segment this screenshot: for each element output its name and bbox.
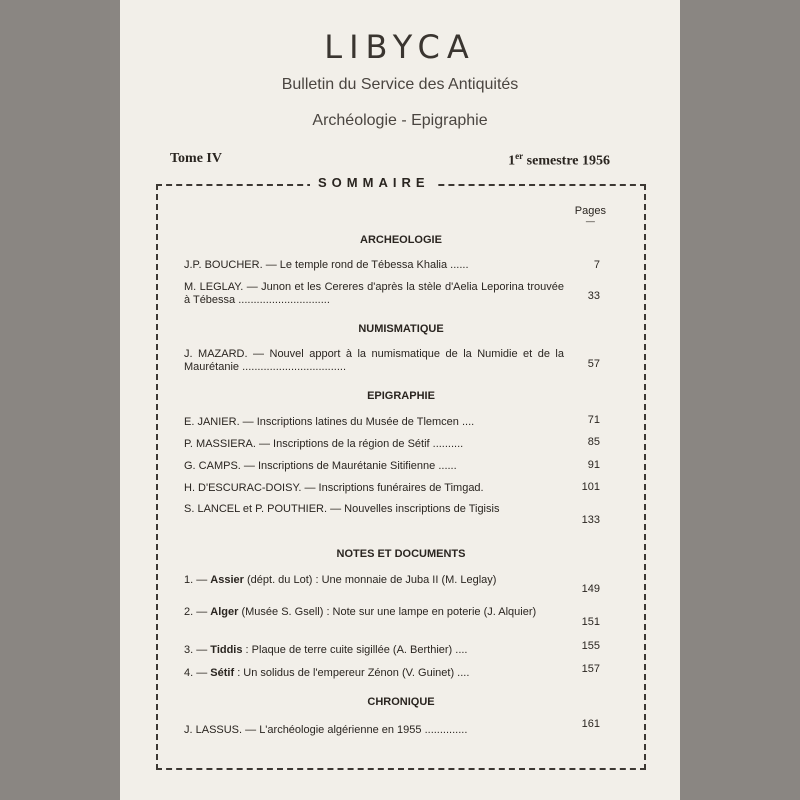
toc-entry: E. JANIER. — Inscriptions latines du Musée de Tlemcen .... [184,416,475,428]
toc-page-number: 101 [581,481,600,493]
toc-page-number: 157 [581,663,600,675]
toc-page-number: 7 [593,259,600,271]
toc-page-number: 91 [587,459,600,471]
toc-page-number: 33 [587,290,600,302]
toc-page-number: 57 [587,358,600,370]
toc-entry: M. LEGLAY. — Junon et les Cereres d'après la stèle d'Aelia Leporina trouvée à Tébessa .............................. [184,281,564,306]
section-archeologie: ARCHEOLOGIE [360,234,442,246]
toc-entry: P. MASSIERA. — Inscriptions de la région de Sétif .......... [184,438,464,450]
section-epigraphie: EPIGRAPHIE [367,390,435,402]
toc-entry: G. CAMPS. — Inscriptions de Maurétanie Sitifienne ...... [184,460,457,472]
semestre-label: 1er semestre 1956 [508,151,610,169]
sommaire-heading: SOMMAIRE [310,175,438,190]
toc-entry: J. MAZARD. — Nouvel apport à la numismatique de la Numidie et de la Maurétanie .................................. [184,348,564,373]
section-numismatique: NUMISMATIQUE [358,323,444,335]
journal-subtitle-2: Archéologie - Epigraphie [312,112,488,129]
toc-entry: 2. — Alger (Musée S. Gsell) : Note sur une lampe en poterie (J. Alquier) [184,606,537,618]
toc-entry: 1. — Assier (dépt. du Lot) : Une monnaie de Juba II (M. Leglay) [184,574,497,586]
toc-entry: S. LANCEL et P. POUTHIER. — Nouvelles inscriptions de Tigisis [184,503,500,515]
journal-subtitle: Bulletin du Service des Antiquités [281,76,519,93]
toc-page-number: 161 [581,718,600,730]
toc-page-number: 133 [581,514,600,526]
toc-page-number: 155 [581,640,600,652]
toc-page-number: 85 [587,436,600,448]
toc-entry: H. D'ESCURAC-DOISY. — Inscriptions funéraires de Timgad. [184,482,484,494]
section-notes-documents: NOTES ET DOCUMENTS [336,548,466,560]
book-page [120,0,680,800]
toc-page-number: 71 [587,414,600,426]
pages-column-label: Pages — [574,205,606,226]
toc-page-number: 151 [581,616,600,628]
journal-title: LIBYCA [324,28,476,66]
toc-entry: 4. — Sétif : Un solidus de l'empereur Zénon (V. Guinet) .... [184,667,470,679]
toc-entry: J.P. BOUCHER. — Le temple rond de Tébessa Khalia ...... [184,259,469,271]
toc-entry: 3. — Tiddis : Plaque de terre cuite sigillée (A. Berthier) .... [184,644,468,656]
section-chronique: CHRONIQUE [367,696,435,708]
toc-page-number: 149 [581,583,600,595]
tome-label: Tome IV [170,151,222,166]
toc-entry: J. LASSUS. — L'archéologie algérienne en 1955 .............. [184,724,468,736]
